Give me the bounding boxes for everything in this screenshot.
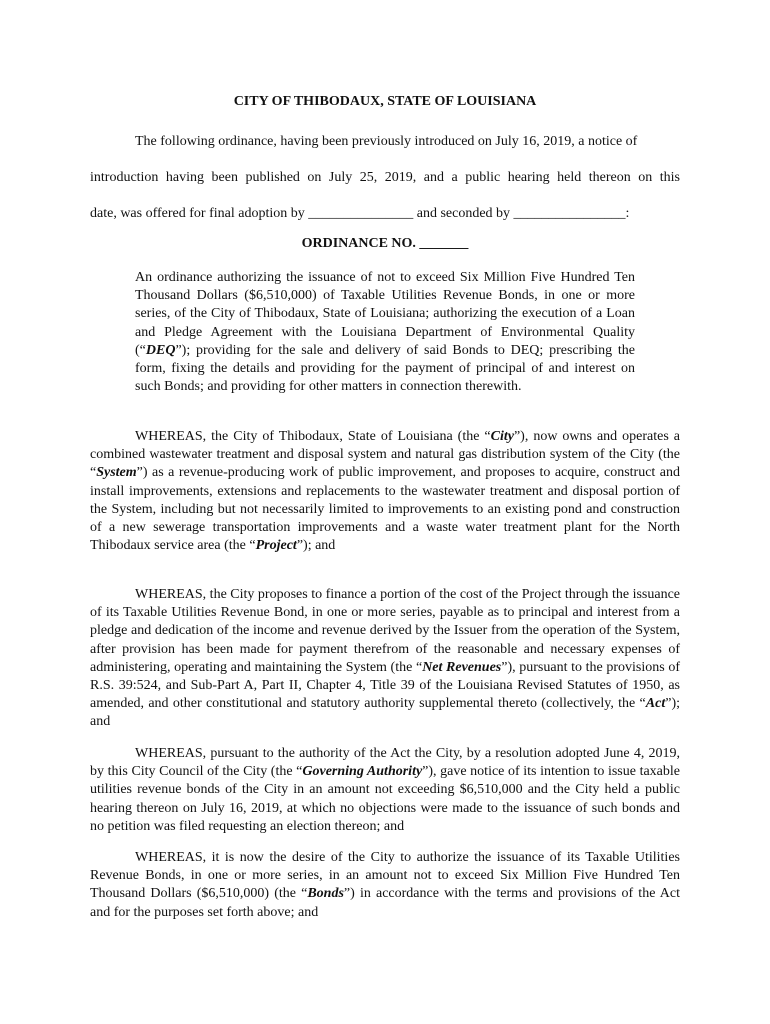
- summary-text-1: An ordinance authorizing the issuance of not to exceed Six Million Five Hundred Ten Thousand Dollars ($6,510,000) of Taxable Utilities Revenue Bonds, in one or more series, of the City of Thibodaux, State of Louisiana; authorizing the execution of a Loan and Pledge Agreement with the Louisiana Department of Environmental Quality (“: [135, 270, 635, 358]
- term-net-revenues: Net Revenues: [422, 659, 502, 675]
- term-governing-authority: Governing Authority: [302, 764, 423, 780]
- whereas-paragraph-3: [90, 745, 680, 836]
- whereas3-text-1: WHEREAS, pursuant to the authority of the Act the City, by a resolution adopted June 4, 2019, by this City Council of the City (the “: [90, 746, 680, 780]
- whereas2-text-3: ”); and: [90, 696, 680, 730]
- ordinance-heading: ORDINANCE NO. _______: [301, 236, 469, 251]
- whereas-paragraph-1: [90, 428, 680, 555]
- whereas2-text-1: WHEREAS, the City proposes to finance a portion of the cost of the Project through the issuance of its Taxable Utilities Revenue Bond, in one or more series, payable as to principal and interest from a pledge and dedication of the income and revenue derived by the Issuer from the operation of the System, after provision has been made for payment therefrom of the reasonable and necessary expenses of administering, operating and maintaining the System (the “: [90, 587, 680, 675]
- term-deq: DEQ: [145, 342, 176, 358]
- whereas4-text-2: ”) in accordance with the terms and provisions of the Act and for the purposes set forth above; and: [90, 886, 680, 920]
- ordinance-summary: [135, 269, 635, 396]
- whereas1-text-4: ”); and: [296, 538, 336, 554]
- term-act: Act: [645, 696, 666, 712]
- term-system: System: [96, 465, 137, 481]
- whereas-paragraph-2: [90, 586, 680, 732]
- whereas1-text-1: WHEREAS, the City of Thibodaux, State of Louisiana (the “: [135, 429, 491, 444]
- summary-text-2: ”); providing for the sale and delivery of said Bonds to DEQ; prescribing the form, fixing the details and providing for the payment of principal of and interest on such Bonds; and providing for other matters in connection therewith.: [135, 342, 635, 395]
- whereas2-text-2: ”), pursuant to the provisions of R.S. 39:524, and Sub-Part A, Part II, Chapter 4, Title 39 of the Louisiana Revised Statutes of 1950, as amended, and other constitutional and statutory authority supplemental thereto (collectively, the “: [90, 659, 680, 712]
- whereas1-text-2: ”), now owns and operates a combined wastewater treatment and disposal system and natural gas distribution system of the City (the “: [90, 429, 680, 481]
- document-title: CITY OF THIBODAUX, STATE OF LOUISIANA: [233, 94, 537, 109]
- whereas3-text-2: ”), gave notice of its intention to issue taxable utilities revenue bonds of the City in an amount not exceeding $6,510,000 and the City held a public hearing thereon on July 16, 2019, at which no objections were made to the issuance of such bonds and no petition was filed requesting an election thereon; and: [90, 764, 681, 834]
- intro-line-3: date, was offered for final adoption by _______________ and seconded by ________________:: [90, 206, 630, 221]
- intro-line-2: introduction having been published on July 25, 2019, and a public hearing held thereon on this: [90, 170, 680, 185]
- term-city: City: [490, 429, 514, 444]
- term-project: Project: [255, 538, 297, 554]
- term-bonds: Bonds: [307, 886, 344, 902]
- intro-line-1: The following ordinance, having been previously introduced on July 16, 2019, a notice of: [135, 134, 638, 149]
- whereas4-text-1: WHEREAS, it is now the desire of the City to authorize the issuance of its Taxable Utilities Revenue Bonds, in one or more series, in an amount not to exceed Six Million Five Hundred Ten Thousand Dollars ($6,510,000) (the “: [90, 850, 680, 902]
- whereas1-text-3: ”) as a revenue-producing work of public improvement, and proposes to acquire, construct and install improvements, extensions and replacements to the wastewater treatment and disposal portion of the System, including but not necessarily limited to improvements to an existing pond and construction of a new sewerage transportation improvements and a waste water treatment plant for the North Thibodaux service area (the “: [90, 465, 680, 554]
- whereas-paragraph-4: [90, 849, 680, 922]
